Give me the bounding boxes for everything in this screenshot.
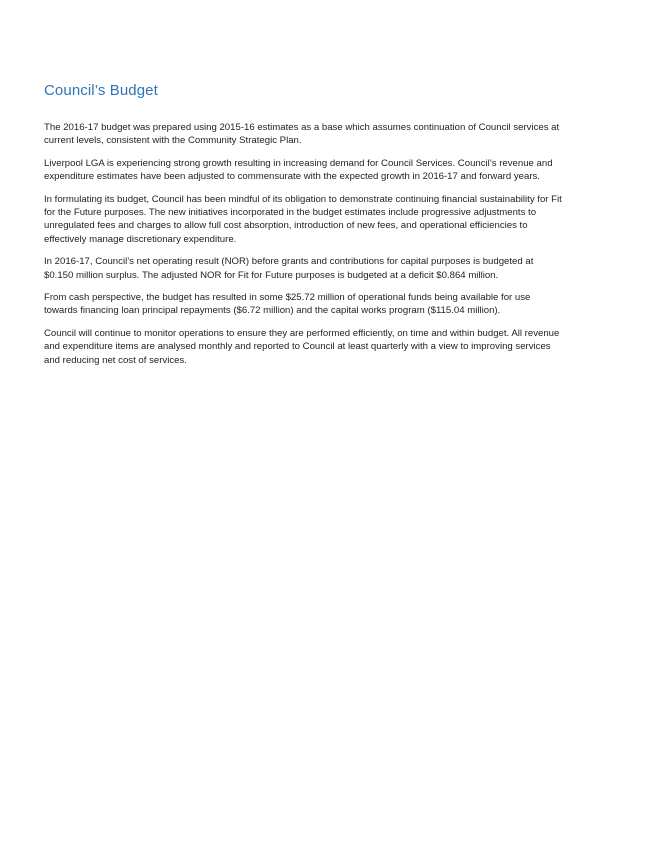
paragraph-budget-basis: The 2016-17 budget was prepared using 2015-16 estimates as a base which assumes continuation of Council services at current levels, consistent with the Community Strategic Plan. xyxy=(44,122,560,147)
section-heading: Council’s Budget xyxy=(44,82,158,99)
paragraph-sustainability: In formulating its budget, Council has been mindful of its obligation to demonstrate continuing financial sustainability for Fit for the Future purposes. The new initiatives incorporated in the budget estimates include progressive adjustments to unregulated fees and charges to allow full cost absorption, introduction of new fees, and operational efficiencies to effectively manage discretionary expenditure. xyxy=(44,193,562,245)
document-body xyxy=(44,82,564,376)
paragraph-operating-result: In 2016-17, Council’s net operating result (NOR) before grants and contributions for capital purposes is budgeted at $0.150 million surplus. The adjusted NOR for Fit for Future purposes is budgeted at a deficit $0.864 million. xyxy=(44,256,534,281)
paragraph-monitoring: Council will continue to monitor operations to ensure they are performed efficiently, on time and within budget. All revenue and expenditure items are analysed monthly and reported to Council at least quarterly with a view to improving services and reducing net cost of services. xyxy=(44,327,560,366)
paragraph-cash-perspective: From cash perspective, the budget has resulted in some $25.72 million of operational funds being available for use towards financing loan principal repayments ($6.72 million) and the capital works program ($115.04 million). xyxy=(44,292,531,317)
paragraph-growth: Liverpool LGA is experiencing strong growth resulting in increasing demand for Council Services. Council’s revenue and expenditure estimates have been adjusted to commensurate with the expected growth in 2016-17 and forward years. xyxy=(44,157,553,183)
